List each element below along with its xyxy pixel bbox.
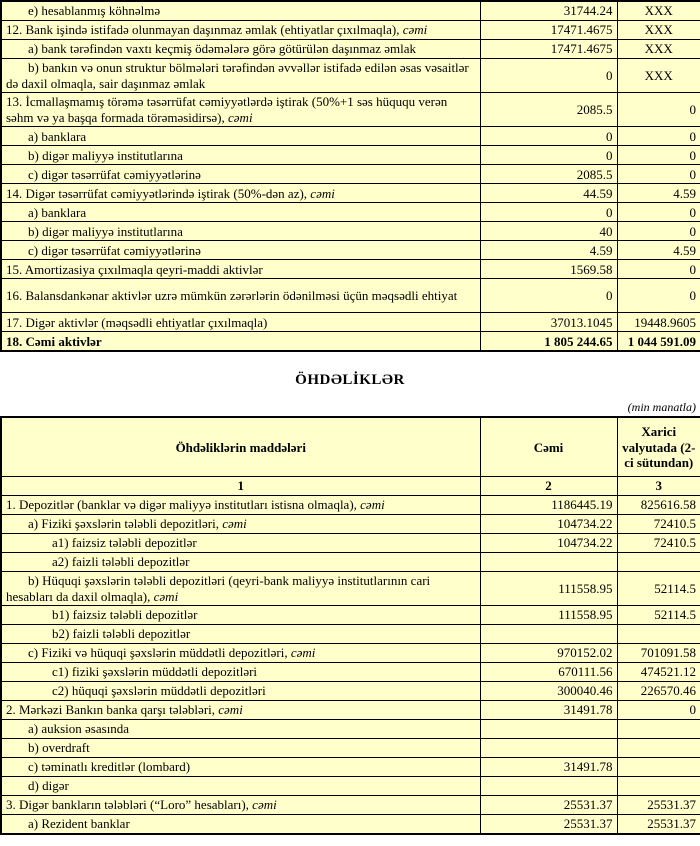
foreign-value: 4.59 (617, 241, 700, 260)
table-row (1, 59, 700, 93)
table-row (1, 495, 700, 514)
total-value (480, 552, 617, 571)
row-label: b) digər maliyyə institutlarına (1, 146, 480, 165)
foreign-value (617, 552, 700, 571)
foreign-value: XXX (617, 1, 700, 21)
total-value: 31491.78 (480, 701, 617, 720)
table-row (1, 720, 700, 739)
unit-note: (min manatla) (627, 400, 696, 415)
table-row (1, 533, 700, 552)
table-header-row (1, 417, 700, 477)
foreign-value: 52114.5 (617, 571, 700, 605)
table-row (1, 146, 700, 165)
foreign-value (617, 777, 700, 796)
table-row (1, 127, 700, 146)
foreign-value: 825616.58 (617, 495, 700, 514)
column-number-row (1, 477, 700, 496)
foreign-value: 1 044 591.09 (617, 332, 700, 352)
foreign-value (617, 739, 700, 758)
row-label: a1) faizsiz tələbli depozitlər (1, 533, 480, 552)
row-label: a) banklara (1, 203, 480, 222)
row-label: a) bank tərəfindən vaxtı keçmiş ödəmələrə görə götürülən daşınmaz əmlak (1, 40, 480, 59)
foreign-value: 474521.12 (617, 663, 700, 682)
table-row (1, 701, 700, 720)
row-label: b) Hüquqi şəxslərin tələbli depozitləri (qeyri-bank maliyyə institutlarının cari hesabları da daxil olmaqla), cəmi (1, 571, 480, 605)
total-value: 0 (480, 203, 617, 222)
foreign-value: 0 (617, 165, 700, 184)
foreign-value: 226570.46 (617, 682, 700, 701)
table-row (1, 682, 700, 701)
foreign-value: 0 (617, 279, 700, 313)
foreign-value: 0 (617, 203, 700, 222)
row-label: 16. Balansdankənar aktivlər uzrə mümkün zərərlərin ödənilməsi üçün məqsədli ehtiyat (1, 279, 480, 313)
foreign-value (617, 720, 700, 739)
table-row (1, 279, 700, 313)
row-label: 1. Depozitlər (banklar və digər maliyyə institutları istisna olmaqla), cəmi (1, 495, 480, 514)
total-value (480, 720, 617, 739)
total-value (480, 625, 617, 644)
foreign-value: 0 (617, 260, 700, 279)
row-label: a) auksion əsasında (1, 720, 480, 739)
total-value: 31744.24 (480, 1, 617, 21)
foreign-value: 0 (617, 93, 700, 127)
total-value: 44.59 (480, 184, 617, 203)
table-row (1, 739, 700, 758)
total-value: 670111.56 (480, 663, 617, 682)
table-row (1, 241, 700, 260)
row-label: e) hesablanmış köhnəlmə (1, 1, 480, 21)
total-value: 2085.5 (480, 165, 617, 184)
header-items: Öhdəliklərin maddələri (1, 417, 480, 477)
table-row (1, 184, 700, 203)
row-label: c) digər təsərrüfat cəmiyyətlərinə (1, 165, 480, 184)
table-row (1, 40, 700, 59)
total-value: 4.59 (480, 241, 617, 260)
foreign-value: 72410.5 (617, 514, 700, 533)
total-value: 1186445.19 (480, 495, 617, 514)
total-value: 17471.4675 (480, 21, 617, 40)
total-value: 0 (480, 146, 617, 165)
header-total: Cəmi (480, 417, 617, 477)
total-value: 0 (480, 59, 617, 93)
assets-table (0, 0, 700, 352)
total-value: 0 (480, 279, 617, 313)
column-number: 3 (617, 477, 700, 496)
table-row (1, 313, 700, 332)
total-value: 40 (480, 222, 617, 241)
foreign-value (617, 758, 700, 777)
foreign-value: XXX (617, 40, 700, 59)
total-value (480, 739, 617, 758)
row-label: c) Fiziki və hüquqi şəxslərin müddətli depozitləri, cəmi (1, 644, 480, 663)
row-label: 12. Bank işində istifadə olunmayan daşınmaz əmlak (ehtiyatlar çıxılmaqla), cəmi (1, 21, 480, 40)
row-label: c1) fiziki şəxslərin müddətli depozitləri (1, 663, 480, 682)
column-number: 2 (480, 477, 617, 496)
table-row (1, 203, 700, 222)
row-label: 18. Cəmi aktivlər (1, 332, 480, 352)
table-row (1, 93, 700, 127)
foreign-value: XXX (617, 21, 700, 40)
total-value: 1 805 244.65 (480, 332, 617, 352)
row-label: c) təminatlı kreditlər (lombard) (1, 758, 480, 777)
foreign-value: 25531.37 (617, 796, 700, 815)
column-number: 1 (1, 477, 480, 496)
row-label: b) digər maliyyə institutlarına (1, 222, 480, 241)
row-label: a) Rezident banklar (1, 815, 480, 835)
total-value: 970152.02 (480, 644, 617, 663)
row-label: c) digər təsərrüfat cəmiyyətlərinə (1, 241, 480, 260)
row-label: 14. Digər təsərrüfat cəmiyyətlərində iştirak (50%-dən az), cəmi (1, 184, 480, 203)
foreign-value: 25531.37 (617, 815, 700, 835)
foreign-value: 0 (617, 222, 700, 241)
row-label: b) overdraft (1, 739, 480, 758)
total-value: 1569.58 (480, 260, 617, 279)
section-heading-liabilities: ÖHDƏLİKLƏR (295, 372, 405, 389)
row-label: a2) faizli tələbli depozitlər (1, 552, 480, 571)
total-value: 25531.37 (480, 815, 617, 835)
foreign-value: 0 (617, 146, 700, 165)
total-value: 111558.95 (480, 606, 617, 625)
table-row (1, 758, 700, 777)
foreign-value: 52114.5 (617, 606, 700, 625)
table-row (1, 815, 700, 835)
table-row (1, 222, 700, 241)
total-value: 37013.1045 (480, 313, 617, 332)
table-row (1, 165, 700, 184)
row-label: 3. Digər bankların tələbləri (“Loro” hesabları), cəmi (1, 796, 480, 815)
total-value: 17471.4675 (480, 40, 617, 59)
table-row (1, 663, 700, 682)
total-value: 111558.95 (480, 571, 617, 605)
row-label: 15. Amortizasiya çıxılmaqla qeyri-maddi aktivlər (1, 260, 480, 279)
foreign-value: 0 (617, 127, 700, 146)
foreign-value: 0 (617, 701, 700, 720)
total-value: 0 (480, 127, 617, 146)
table-row (1, 644, 700, 663)
total-value: 2085.5 (480, 93, 617, 127)
table-row (1, 625, 700, 644)
table-row (1, 796, 700, 815)
table-row-total-assets (1, 332, 700, 352)
total-value: 104734.22 (480, 514, 617, 533)
foreign-value: 19448.9605 (617, 313, 700, 332)
row-label: b1) faizsiz tələbli depozitlər (1, 606, 480, 625)
row-label: 13. İcmallaşmamış törəmə təsərrüfat cəmiyyətlərdə iştirak (50%+1 səs hüququ verən səhm və ya başqa formada törəməsidirsə), cəmi (1, 93, 480, 127)
row-label: b2) faizli tələbli depozitlər (1, 625, 480, 644)
total-value: 300040.46 (480, 682, 617, 701)
table-row (1, 260, 700, 279)
foreign-value: 4.59 (617, 184, 700, 203)
table-row (1, 571, 700, 605)
total-value: 31491.78 (480, 758, 617, 777)
liabilities-table (0, 416, 700, 835)
foreign-value: 72410.5 (617, 533, 700, 552)
table-row (1, 777, 700, 796)
row-label: a) Fiziki şəxslərin tələbli depozitləri, cəmi (1, 514, 480, 533)
row-label: 17. Digər aktivlər (məqsədli ehtiyatlar çıxılmaqla) (1, 313, 480, 332)
foreign-value: XXX (617, 59, 700, 93)
header-foreign: Xarici valyutada (2-ci sütundan) (617, 417, 700, 477)
total-value: 25531.37 (480, 796, 617, 815)
table-row (1, 552, 700, 571)
foreign-value: 701091.58 (617, 644, 700, 663)
table-row (1, 21, 700, 40)
row-label: c2) hüquqi şəxslərin müddətli depozitləri (1, 682, 480, 701)
total-value: 104734.22 (480, 533, 617, 552)
foreign-value (617, 625, 700, 644)
table-row (1, 1, 700, 21)
row-label: 2. Mərkəzi Bankın banka qarşı tələbləri, cəmi (1, 701, 480, 720)
total-value (480, 777, 617, 796)
row-label: b) bankın və onun struktur bölmələri tərəfindən əvvəllər istifadə edilən əsas vəsaitlər də daxil olmaqla, sair daşınmaz əmlak (1, 59, 480, 93)
row-label: d) digər (1, 777, 480, 796)
table-row (1, 514, 700, 533)
table-row (1, 606, 700, 625)
row-label: a) banklara (1, 127, 480, 146)
